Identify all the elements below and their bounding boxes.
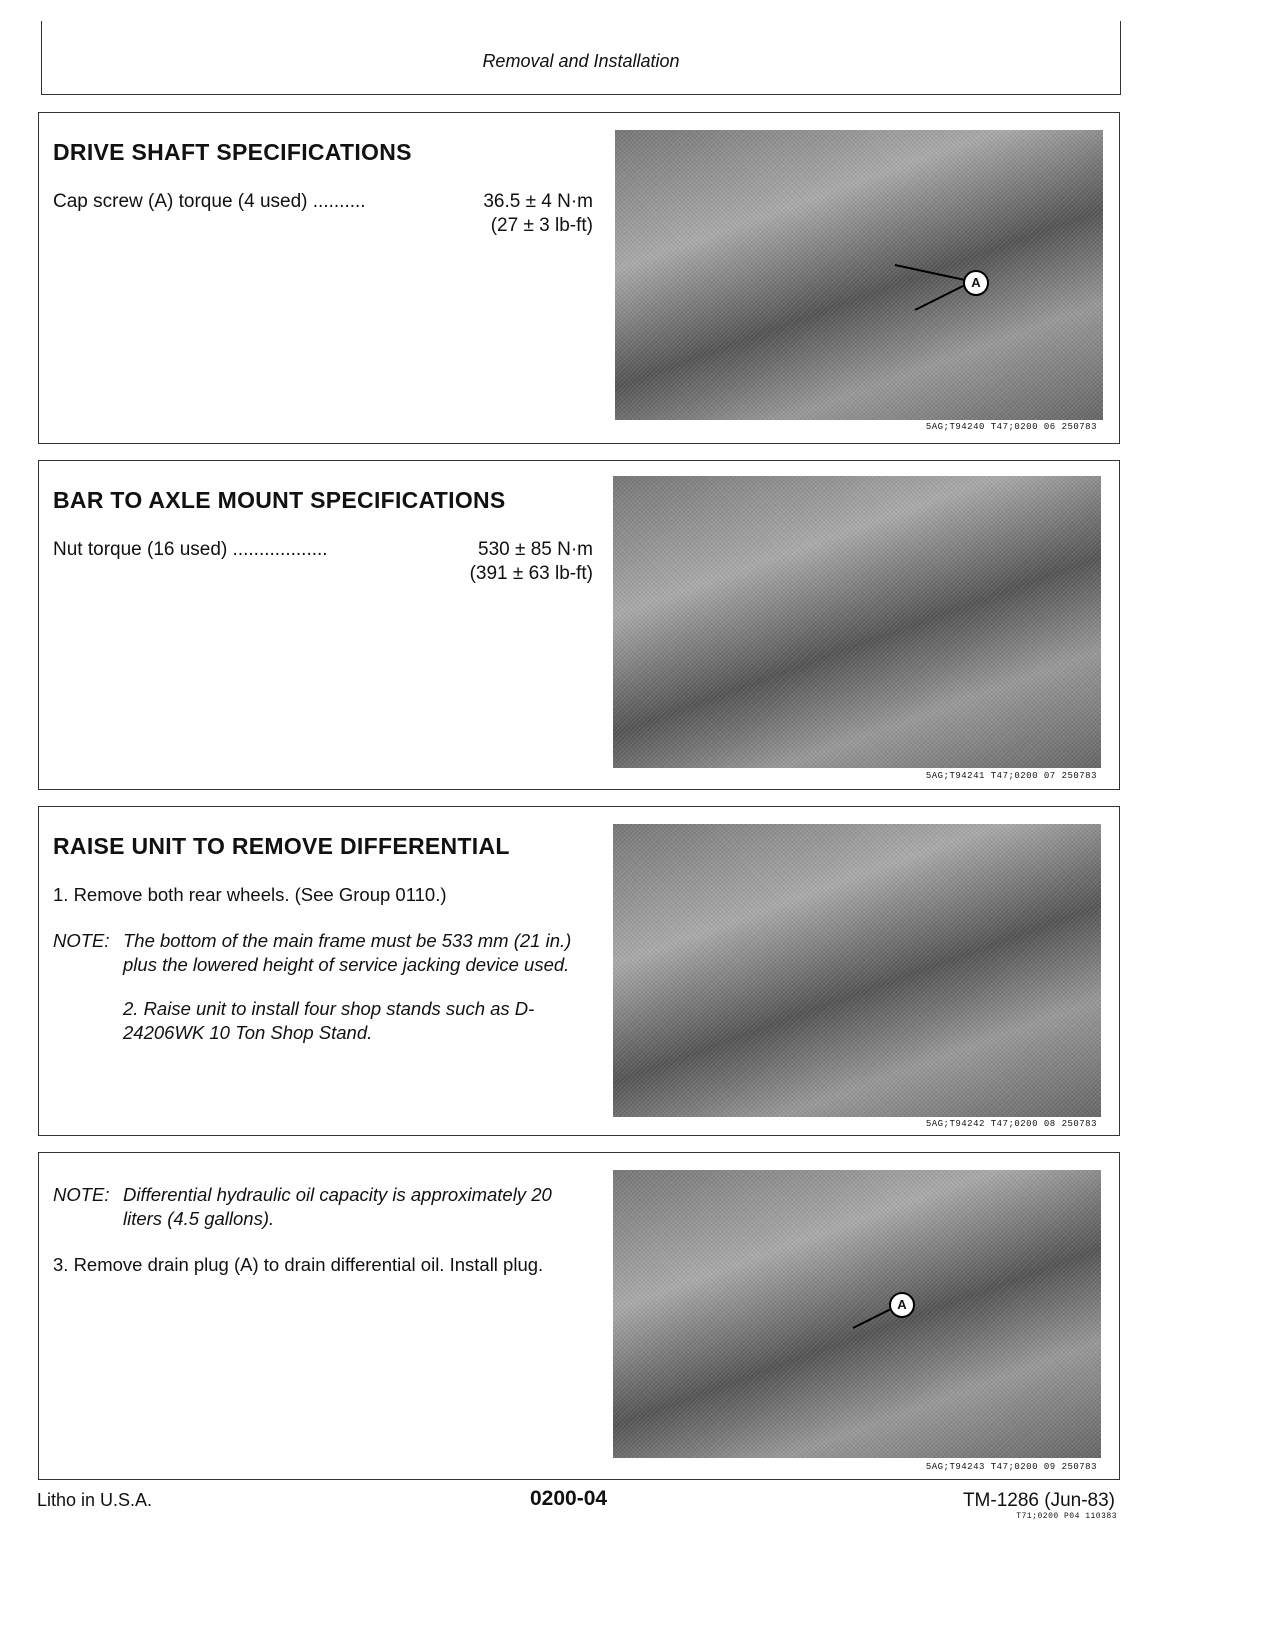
note [53,1183,583,1231]
section-raise-unit [38,806,1120,1136]
section-bar-axle [38,460,1120,790]
section-title: BAR TO AXLE MOUNT SPECIFICATIONS [53,487,506,513]
spec-line [53,191,593,213]
photo-caption: 5AG;T94242 T47;0200 08 250783 [925,1119,1097,1129]
step-3: 3. Remove drain plug (A) to drain differential oil. Install plug. [53,1254,544,1275]
drain-plug-photo [613,1170,1101,1458]
page-header [41,21,1121,95]
spec-alt: (27 ± 3 lb-ft) [490,215,593,236]
spec-alt: (391 ± 63 lb-ft) [469,563,593,584]
photo-caption: 5AG;T94243 T47;0200 09 250783 [925,1462,1097,1472]
footer-code: T71;0200 P04 110383 [1016,1512,1117,1521]
spec-label: Nut torque (16 used) .................. [53,539,328,560]
footer-tm-number: TM-1286 (Jun-83) [962,1490,1115,1511]
step-1: 1. Remove both rear wheels. (See Group 0110.) [53,884,447,905]
drive-shaft-photo [615,130,1103,420]
section-drain-oil [38,1152,1120,1480]
note-text: The bottom of the main frame must be 533 mm (21 in.) plus the lowered height of service jacking device used. [123,930,572,975]
footer-litho: Litho in U.S.A. [37,1490,153,1510]
note-label: NOTE: [53,930,110,951]
note [53,929,583,1045]
footer-page-number: 0200-04 [530,1487,608,1510]
header-title: Removal and Installation [482,51,680,71]
photo-caption: 5AG;T94240 T47;0200 06 250783 [925,422,1097,432]
spec-value: 530 ± 85 N·m [478,539,593,560]
bar-axle-photo [613,476,1101,768]
note-label: NOTE: [53,1184,110,1205]
step-2: 2. Raise unit to install four shop stands such as D-24206WK 10 Ton Shop Stand. [123,998,535,1043]
photo-caption: 5AG;T94241 T47;0200 07 250783 [925,771,1097,781]
spec-value: 36.5 ± 4 N·m [483,191,593,212]
note-text: Differential hydraulic oil capacity is approximately 20 liters (4.5 gallons). [123,1184,552,1229]
section-drive-shaft [38,112,1120,444]
section-title: DRIVE SHAFT SPECIFICATIONS [53,139,412,165]
section-title: RAISE UNIT TO REMOVE DIFFERENTIAL [53,833,510,859]
raise-unit-photo [613,824,1101,1117]
callout-a: A [963,270,989,296]
spec-line [53,539,593,561]
spec-label: Cap screw (A) torque (4 used) .......... [53,191,366,212]
callout-a: A [889,1292,915,1318]
